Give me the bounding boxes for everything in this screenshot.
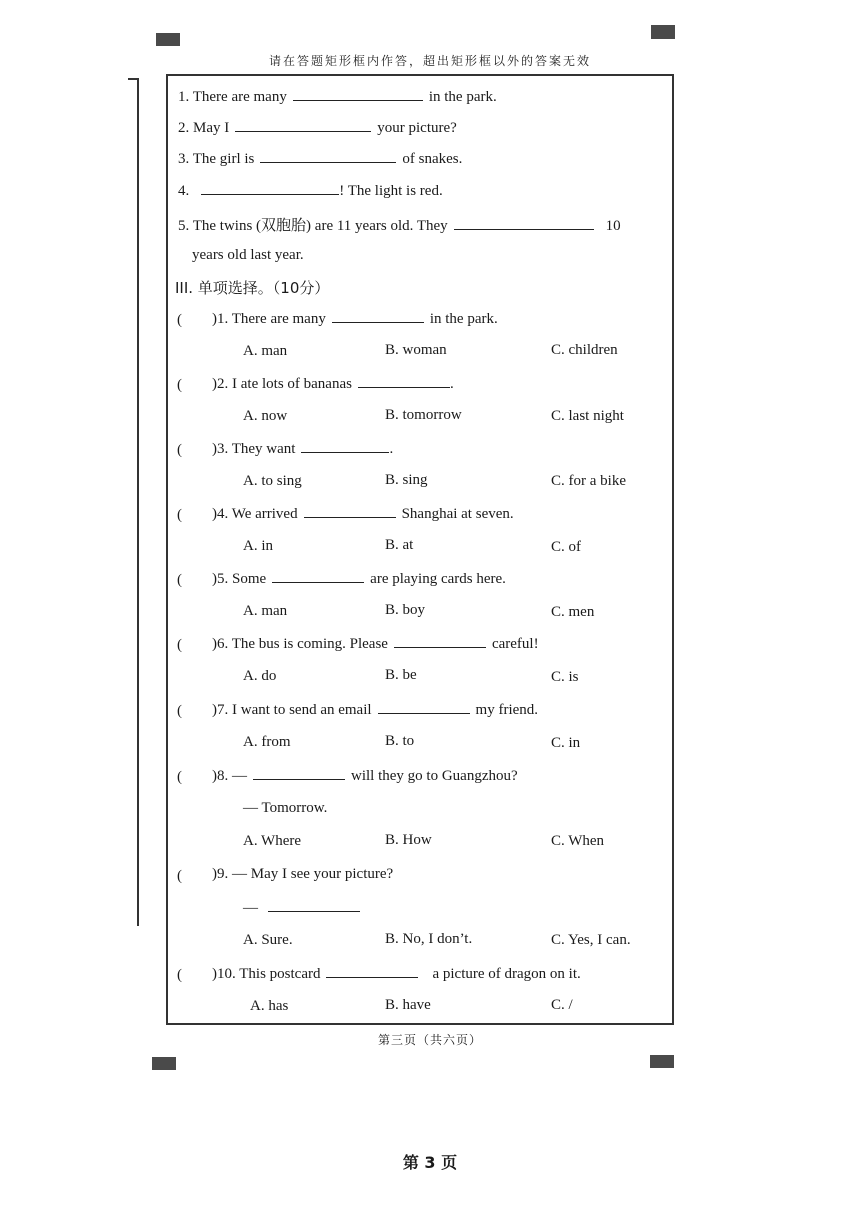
mc-7-option-a[interactable]: A. from	[243, 734, 291, 750]
mc-9-reply: —	[243, 899, 366, 917]
answer-blank[interactable]	[253, 767, 345, 780]
mc-question-4: )4. We arrived Shanghai at seven.	[212, 506, 514, 522]
mc-question-10: )10. This postcard a picture of dragon on it.	[212, 966, 581, 982]
mc-10-option-b[interactable]: B. have	[385, 997, 431, 1013]
answer-paren[interactable]: (	[177, 572, 182, 588]
mc-6-option-c[interactable]: C. is	[551, 669, 579, 685]
answer-blank[interactable]	[304, 505, 396, 518]
answer-blank[interactable]	[260, 150, 396, 163]
mc-10-option-c[interactable]: C. /	[551, 997, 573, 1013]
mc-question-7: )7. I want to send an email my friend.	[212, 702, 539, 718]
mc-6-option-b[interactable]: B. be	[385, 667, 417, 683]
mc-question-5: )5. Some are playing cards here.	[212, 571, 506, 587]
registration-mark-bottom-left	[152, 1057, 176, 1070]
registration-mark-top-right	[651, 25, 675, 39]
answer-blank[interactable]	[326, 965, 418, 978]
fill-blank-4: 4. ! The light is red.	[178, 183, 443, 199]
answer-paren[interactable]: (	[177, 507, 182, 523]
answer-blank[interactable]	[235, 119, 371, 132]
answer-blank[interactable]	[301, 440, 389, 453]
mc-5-option-c[interactable]: C. men	[551, 604, 595, 620]
mc-9-option-a[interactable]: A. Sure.	[243, 932, 293, 948]
mc-3-option-c[interactable]: C. for a bike	[551, 473, 626, 489]
mc-2-option-b[interactable]: B. tomorrow	[385, 407, 462, 423]
answer-blank[interactable]	[454, 217, 594, 230]
answer-area-notice: 请在答题矩形框内作答，超出矩形框以外的答案无效	[268, 54, 591, 68]
answer-blank[interactable]	[268, 899, 360, 912]
fill-blank-2: 2. May I your picture?	[178, 120, 457, 136]
answer-paren[interactable]: (	[177, 312, 182, 328]
answer-blank[interactable]	[272, 570, 364, 583]
mc-3-option-a[interactable]: A. to sing	[243, 473, 302, 489]
mc-2-option-c[interactable]: C. last night	[551, 408, 624, 424]
mc-1-option-b[interactable]: B. woman	[385, 342, 447, 358]
registration-mark-top-left	[156, 33, 180, 46]
answer-paren[interactable]: (	[177, 967, 182, 983]
mc-8-option-c[interactable]: C. When	[551, 833, 605, 849]
mc-4-option-a[interactable]: A. in	[243, 538, 273, 554]
answer-blank[interactable]	[378, 701, 470, 714]
mc-10-option-a[interactable]: A. has	[250, 998, 289, 1014]
mc-question-2: )2. I ate lots of bananas .	[212, 376, 454, 392]
answer-blank[interactable]	[332, 310, 424, 323]
answer-paren[interactable]: (	[177, 868, 182, 884]
mc-4-option-c[interactable]: C. of	[551, 539, 581, 555]
mc-4-option-b[interactable]: B. at	[385, 537, 414, 553]
mc-7-option-c[interactable]: C. in	[551, 735, 581, 751]
answer-blank[interactable]	[358, 375, 450, 388]
section-3-title: III. 单项选择。（10分）	[175, 279, 330, 297]
registration-mark-bottom-right	[650, 1055, 674, 1068]
fill-blank-3: 3. The girl is of snakes.	[178, 151, 463, 167]
fill-blank-1: 1. There are many in the park.	[178, 89, 497, 105]
mc-question-9: )9. — May I see your picture?	[212, 866, 394, 882]
margin-rule	[137, 78, 139, 926]
mc-question-6: )6. The bus is coming. Please careful!	[212, 636, 539, 652]
mc-5-option-a[interactable]: A. man	[243, 603, 288, 619]
mc-8-reply: — Tomorrow.	[243, 800, 328, 816]
mc-1-option-c[interactable]: C. children	[551, 342, 618, 358]
mc-9-option-c[interactable]: C. Yes, I can.	[551, 932, 631, 948]
answer-paren[interactable]: (	[177, 442, 182, 458]
page-number: 第 3 页	[402, 1153, 458, 1172]
fill-blank-5: 5. The twins (双胞胎) are 11 years old. They 10	[178, 218, 621, 234]
mc-2-option-a[interactable]: A. now	[243, 408, 288, 424]
mc-8-option-b[interactable]: B. How	[385, 832, 432, 848]
answer-paren[interactable]: (	[177, 703, 182, 719]
mc-6-option-a[interactable]: A. do	[243, 668, 277, 684]
mc-5-option-b[interactable]: B. boy	[385, 602, 426, 618]
mc-question-8: )8. — will they go to Guangzhou?	[212, 768, 518, 784]
answer-paren[interactable]: (	[177, 377, 182, 393]
mc-1-option-a[interactable]: A. man	[243, 343, 288, 359]
fill-blank-5-continuation: years old last year.	[192, 247, 304, 263]
mc-question-3: )3. They want .	[212, 441, 394, 457]
answer-blank[interactable]	[394, 635, 486, 648]
margin-tick	[128, 78, 138, 80]
answer-paren[interactable]: (	[177, 637, 182, 653]
mc-question-1: )1. There are many in the park.	[212, 311, 498, 327]
answer-blank[interactable]	[201, 182, 339, 195]
mc-7-option-b[interactable]: B. to	[385, 733, 415, 749]
answer-paren[interactable]: (	[177, 769, 182, 785]
mc-3-option-b[interactable]: B. sing	[385, 472, 428, 488]
page-footer-note: 第三页（共六页）	[377, 1033, 482, 1047]
mc-9-option-b[interactable]: B. No, I don’t.	[385, 931, 473, 947]
answer-blank[interactable]	[293, 88, 423, 101]
mc-8-option-a[interactable]: A. Where	[243, 833, 302, 849]
